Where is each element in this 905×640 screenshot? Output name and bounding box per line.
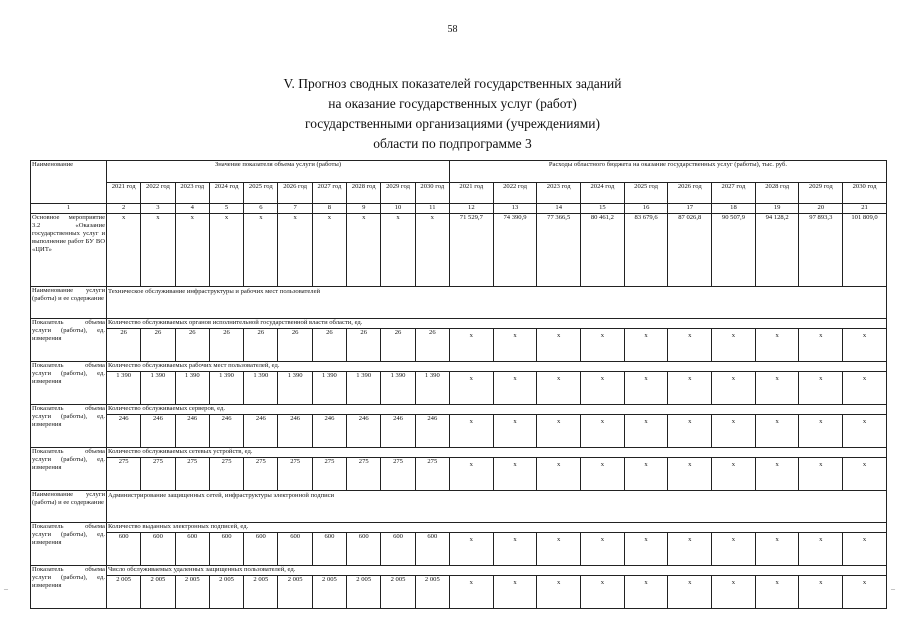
year-expenses-10: 2030 год [843,183,887,204]
column-number-11: 11 [415,204,449,214]
column-numbers-row [31,204,887,214]
indicator-value-9: 1 390 [381,372,415,405]
indicator-value-7: 1 390 [312,372,346,405]
column-number-5: 5 [209,204,243,214]
year-8: 2028 год [347,183,381,204]
year-expenses-5: 2025 год [624,183,668,204]
main-event-expense-9: 97 893,3 [799,214,843,287]
indicator-expense-1: x [449,372,493,405]
indicator-value-2: 275 [141,458,175,491]
indicator-expense-9: x [799,415,843,448]
indicator-expense-9: x [799,458,843,491]
forecast-table [30,160,887,609]
main-event-value-7: x [312,214,346,287]
indicator-title-row [31,405,887,415]
main-event-expense-7: 90 507,9 [712,214,756,287]
column-number-6: 6 [244,204,278,214]
year-expenses-4: 2024 год [581,183,625,204]
indicator-value-1: 275 [107,458,141,491]
indicator-expense-10: x [843,533,887,566]
main-event-value-1: x [107,214,141,287]
column-number-9: 9 [347,204,381,214]
indicator-value-8: 1 390 [347,372,381,405]
indicator-value-3: 246 [175,415,209,448]
indicator-value-10: 26 [415,329,449,362]
main-event-value-2: x [141,214,175,287]
indicator-expense-7: x [712,576,756,609]
indicator-value-1: 26 [107,329,141,362]
indicator-name: Количество обслуживаемых рабочих мест пользователей, ед. [107,362,887,372]
service-row [31,491,887,523]
indicator-value-4: 246 [209,415,243,448]
service-content: Техническое обслуживание инфраструктуры и рабочих мест пользователей [107,287,887,319]
year-expenses-6: 2026 год [668,183,712,204]
indicator-expense-1: x [449,329,493,362]
indicator-expense-1: x [449,415,493,448]
indicator-expense-6: x [668,576,712,609]
indicator-values-row [31,329,887,362]
indicator-value-1: 600 [107,533,141,566]
title-line-1: V. Прогноз сводных показателей государственных заданий [283,76,622,91]
column-number-14: 14 [537,204,581,214]
indicator-expense-2: x [493,576,537,609]
indicator-name: Количество обслуживаемых серверов, ед. [107,405,887,415]
indicator-value-9: 246 [381,415,415,448]
indicator-value-5: 26 [244,329,278,362]
indicator-value-2: 2 005 [141,576,175,609]
indicator-value-5: 1 390 [244,372,278,405]
main-event-expense-1: 71 529,7 [449,214,493,287]
indicator-value-7: 275 [312,458,346,491]
indicator-expense-1: x [449,458,493,491]
indicator-expense-10: x [843,415,887,448]
main-event-value-6: x [278,214,312,287]
indicator-expense-8: x [755,415,799,448]
indicator-expense-4: x [581,576,625,609]
main-event-expense-2: 74 390,9 [493,214,537,287]
main-event-row [31,214,887,287]
indicator-name: Число обслуживаемых удаленных защищенных пользователей, ед. [107,566,887,576]
indicator-expense-6: x [668,372,712,405]
indicator-value-6: 26 [278,329,312,362]
indicator-expense-4: x [581,372,625,405]
indicator-label: Показатель объема услуги (работы), ед. измерения [31,405,107,448]
main-event-value-9: x [381,214,415,287]
column-number-21: 21 [843,204,887,214]
indicator-value-3: 2 005 [175,576,209,609]
year-3: 2023 год [175,183,209,204]
service-row [31,287,887,319]
indicator-value-9: 275 [381,458,415,491]
indicator-title-row [31,448,887,458]
indicator-values-row [31,576,887,609]
indicator-expense-5: x [624,415,668,448]
indicator-value-6: 275 [278,458,312,491]
indicator-values-row [31,415,887,448]
indicator-value-9: 26 [381,329,415,362]
indicator-expense-7: x [712,415,756,448]
indicator-expense-9: x [799,329,843,362]
indicator-expense-3: x [537,458,581,491]
indicator-values-row [31,458,887,491]
indicator-label: Показатель объема услуги (работы), ед. измерения [31,523,107,566]
indicator-value-2: 600 [141,533,175,566]
indicator-value-6: 246 [278,415,312,448]
header-budget-expenses: Расходы областного бюджета на оказание государственных услуг (работы), тыс. руб. [449,161,886,183]
service-name-label: Наименование услуги (работы) и ее содержание [31,491,107,523]
column-number-15: 15 [581,204,625,214]
page-number: 58 [447,24,458,35]
column-number-19: 19 [755,204,799,214]
indicator-value-4: 26 [209,329,243,362]
indicator-expense-3: x [537,329,581,362]
indicator-expense-9: x [799,533,843,566]
indicator-value-9: 600 [381,533,415,566]
indicator-expense-4: x [581,533,625,566]
indicator-expense-5: x [624,576,668,609]
year-10: 2030 год [415,183,449,204]
indicator-expense-10: x [843,458,887,491]
indicator-expense-2: x [493,458,537,491]
indicator-value-1: 2 005 [107,576,141,609]
main-event-expense-8: 94 128,2 [755,214,799,287]
indicator-value-6: 1 390 [278,372,312,405]
indicator-title-row [31,362,887,372]
indicator-expense-7: x [712,372,756,405]
year-6: 2026 год [278,183,312,204]
indicator-expense-8: x [755,329,799,362]
column-number-2: 2 [107,204,141,214]
indicator-expense-5: x [624,533,668,566]
indicator-value-8: 2 005 [347,576,381,609]
main-event-value-3: x [175,214,209,287]
indicator-value-10: 2 005 [415,576,449,609]
title-line-3: государственными организациями (учреждениями) [305,116,600,131]
indicator-expense-1: x [449,533,493,566]
indicator-expense-5: x [624,372,668,405]
crop-mark-right: – [891,584,895,593]
indicator-value-3: 275 [175,458,209,491]
main-event-value-8: x [347,214,381,287]
indicator-expense-8: x [755,533,799,566]
main-event-name: Основное мероприятие 3.2 «Оказание государственных услуг и выполнение работ БУ ВО «ЦИТ» [31,214,107,287]
header-row [31,161,887,183]
indicator-value-1: 1 390 [107,372,141,405]
indicator-value-10: 275 [415,458,449,491]
column-number-7: 7 [278,204,312,214]
indicator-expense-8: x [755,576,799,609]
indicator-expense-3: x [537,576,581,609]
indicator-expense-7: x [712,329,756,362]
indicator-value-1: 246 [107,415,141,448]
indicator-value-4: 275 [209,458,243,491]
year-1: 2021 год [107,183,141,204]
indicator-value-4: 600 [209,533,243,566]
indicator-value-4: 1 390 [209,372,243,405]
header-volume-value: Значение показателя объема услуги (работы) [107,161,450,183]
main-event-expense-10: 101 809,0 [843,214,887,287]
year-9: 2029 год [381,183,415,204]
column-number-10: 10 [381,204,415,214]
column-number-17: 17 [668,204,712,214]
year-2: 2022 год [141,183,175,204]
indicator-value-6: 600 [278,533,312,566]
indicator-value-7: 26 [312,329,346,362]
indicator-title-row [31,319,887,329]
column-number-8: 8 [312,204,346,214]
main-event-value-4: x [209,214,243,287]
indicator-expense-2: x [493,329,537,362]
indicator-expense-4: x [581,415,625,448]
year-7: 2027 год [312,183,346,204]
indicator-value-8: 26 [347,329,381,362]
indicator-title-row [31,523,887,533]
indicator-expense-2: x [493,533,537,566]
year-expenses-7: 2027 год [712,183,756,204]
main-event-expense-3: 77 366,5 [537,214,581,287]
indicator-value-5: 600 [244,533,278,566]
indicator-expense-6: x [668,533,712,566]
indicator-values-row [31,533,887,566]
indicator-expense-6: x [668,458,712,491]
indicator-expense-2: x [493,415,537,448]
year-5: 2025 год [244,183,278,204]
indicator-value-8: 275 [347,458,381,491]
main-event-expense-6: 87 026,8 [668,214,712,287]
indicator-expense-8: x [755,458,799,491]
year-expenses-3: 2023 год [537,183,581,204]
indicator-expense-10: x [843,372,887,405]
indicator-value-3: 26 [175,329,209,362]
page-title [180,74,725,154]
indicator-expense-3: x [537,415,581,448]
indicator-expense-3: x [537,372,581,405]
indicator-label: Показатель объема услуги (работы), ед. измерения [31,448,107,491]
indicator-name: Количество обслуживаемых сетевых устройств, ед. [107,448,887,458]
indicator-label: Показатель объема услуги (работы), ед. измерения [31,319,107,362]
indicator-value-2: 1 390 [141,372,175,405]
indicator-value-3: 1 390 [175,372,209,405]
indicator-value-9: 2 005 [381,576,415,609]
service-name-label: Наименование услуги (работы) и ее содержание [31,287,107,319]
column-number-13: 13 [493,204,537,214]
service-content: Администрирование защищенных сетей, инфраструктуры электронной подписи [107,491,887,523]
indicator-expense-6: x [668,329,712,362]
indicator-expense-5: x [624,329,668,362]
column-number-1: 1 [31,204,107,214]
crop-mark-left: – [4,584,8,593]
indicator-expense-1: x [449,576,493,609]
indicator-expense-4: x [581,458,625,491]
indicator-expense-7: x [712,458,756,491]
indicator-value-10: 246 [415,415,449,448]
indicator-value-8: 600 [347,533,381,566]
indicator-name: Количество обслуживаемых органов исполнительной государственной власти области, ед. [107,319,887,329]
year-4: 2024 год [209,183,243,204]
indicator-name: Количество выданных электронных подписей, ед. [107,523,887,533]
main-event-expense-4: 80 461,2 [581,214,625,287]
indicator-label: Показатель объема услуги (работы), ед. измерения [31,362,107,405]
indicator-value-3: 600 [175,533,209,566]
year-expenses-9: 2029 год [799,183,843,204]
indicator-value-10: 1 390 [415,372,449,405]
column-number-20: 20 [799,204,843,214]
year-expenses-8: 2028 год [755,183,799,204]
indicator-value-7: 246 [312,415,346,448]
indicator-value-4: 2 005 [209,576,243,609]
column-number-4: 4 [175,204,209,214]
indicator-value-2: 246 [141,415,175,448]
indicator-title-row [31,566,887,576]
indicator-expense-9: x [799,372,843,405]
indicator-expense-8: x [755,372,799,405]
year-expenses-2: 2022 год [493,183,537,204]
years-row [31,183,887,204]
indicator-expense-7: x [712,533,756,566]
indicator-values-row [31,372,887,405]
indicator-value-8: 246 [347,415,381,448]
title-line-4: области по подпрограмме 3 [373,136,532,151]
indicator-value-5: 246 [244,415,278,448]
indicator-expense-5: x [624,458,668,491]
indicator-expense-2: x [493,372,537,405]
indicator-value-7: 600 [312,533,346,566]
indicator-value-6: 2 005 [278,576,312,609]
title-line-2: на оказание государственных услуг (работ) [328,96,577,111]
column-number-18: 18 [712,204,756,214]
year-expenses-1: 2021 год [449,183,493,204]
indicator-expense-3: x [537,533,581,566]
column-number-12: 12 [449,204,493,214]
indicator-value-5: 275 [244,458,278,491]
indicator-expense-10: x [843,329,887,362]
indicator-value-7: 2 005 [312,576,346,609]
indicator-expense-4: x [581,329,625,362]
column-number-3: 3 [141,204,175,214]
indicator-expense-6: x [668,415,712,448]
indicator-expense-9: x [799,576,843,609]
indicator-value-10: 600 [415,533,449,566]
column-number-16: 16 [624,204,668,214]
header-name: Наименование [31,161,107,204]
indicator-value-2: 26 [141,329,175,362]
indicator-value-5: 2 005 [244,576,278,609]
indicator-expense-10: x [843,576,887,609]
main-event-expense-5: 83 679,6 [624,214,668,287]
indicator-label: Показатель объема услуги (работы), ед. измерения [31,566,107,609]
main-event-value-5: x [244,214,278,287]
main-event-value-10: x [415,214,449,287]
